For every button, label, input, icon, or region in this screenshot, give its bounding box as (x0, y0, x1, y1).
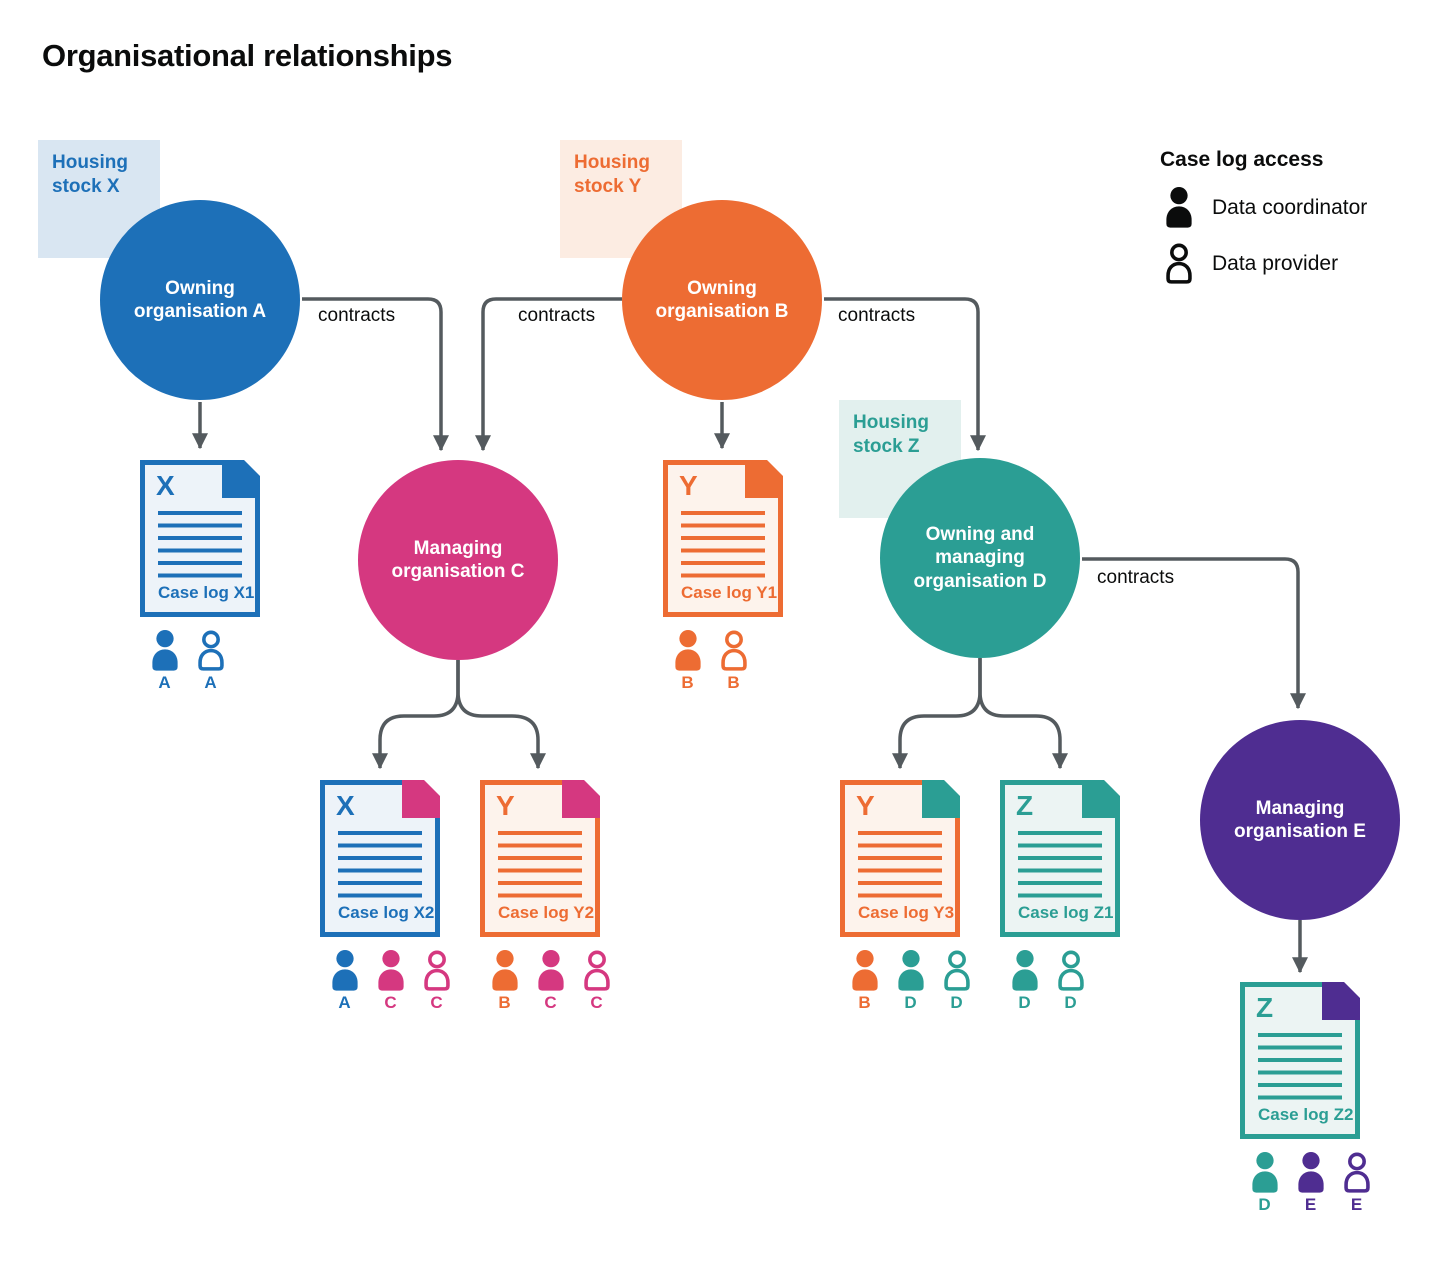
person-filled-icon (847, 950, 883, 991)
access-org-letter: D (950, 993, 963, 1012)
case-log-y2-document (480, 780, 600, 937)
case-log-label: Case log Y2 (498, 903, 595, 922)
access-person-provider (1052, 950, 1089, 1013)
doc-letter: Z (1256, 992, 1274, 1023)
access-org-letter: D (1258, 1195, 1271, 1214)
access-org-letter: A (338, 993, 351, 1012)
housing-stock-x-label: Housing stock X (38, 140, 160, 258)
person-filled-icon (1293, 1152, 1329, 1193)
doc-text-lines (681, 511, 765, 578)
person-outline-icon (939, 950, 975, 991)
person-filled-icon (1161, 187, 1197, 228)
access-org-letter: B (681, 673, 694, 692)
doc-text-lines (858, 831, 942, 898)
doc-text-lines (1018, 831, 1102, 898)
case-log-z2-document (1240, 982, 1360, 1139)
contracts-label-b-d: contracts (838, 305, 916, 326)
access-person-provider (938, 950, 975, 1013)
case-log-x2-document (320, 780, 440, 937)
legend-label: Data coordinator (1212, 195, 1368, 219)
housing-stock-y-label: Housing stock Y (560, 140, 682, 258)
person-filled-icon (893, 950, 929, 991)
doc-letter: X (336, 790, 355, 821)
access-org-letter: A (204, 673, 217, 692)
person-filled-icon (533, 950, 569, 991)
access-person-coordinator (846, 950, 883, 1013)
access-org-letter: B (727, 673, 740, 692)
case-log-label: Case log Y1 (681, 583, 778, 602)
case-log-x1-access (146, 630, 229, 693)
access-org-letter: E (1304, 1195, 1317, 1214)
access-person-coordinator (892, 950, 929, 1013)
doc-text-lines (338, 831, 422, 898)
access-person-coordinator (1246, 1152, 1283, 1215)
person-filled-icon (670, 630, 706, 671)
case-log-label: Case log X1 (158, 583, 255, 602)
org-circle-managing-c (358, 460, 558, 660)
folded-corner-icon (402, 780, 440, 818)
org-e-label: Managing organisation E (1234, 797, 1366, 842)
access-org-letter: E (1350, 1195, 1363, 1214)
contracts-label-d-e: contracts (1097, 567, 1175, 588)
folded-corner-icon (745, 460, 783, 498)
org-circle-owning-managing-d (880, 458, 1080, 658)
person-outline-icon (1339, 1152, 1375, 1193)
access-org-letter: D (904, 993, 917, 1012)
org-a-label: Owning organisation A (133, 277, 267, 322)
case-log-label: Case log Z1 (1018, 903, 1114, 922)
person-outline-icon (1160, 243, 1198, 284)
access-person-coordinator (1006, 950, 1043, 1013)
case-log-label: Case log Z2 (1258, 1105, 1354, 1124)
case-log-y3-access (846, 950, 975, 1013)
case-log-label: Case log Y3 (858, 903, 955, 922)
access-person-coordinator (146, 630, 183, 693)
access-person-coordinator (486, 950, 523, 1013)
person-filled-icon (327, 950, 363, 991)
legend (1160, 148, 1367, 284)
arrow-d-to-caselog-y3 (900, 658, 980, 768)
person-outline-icon (1161, 243, 1197, 284)
doc-text-lines (1258, 1033, 1342, 1100)
person-filled-icon (373, 950, 409, 991)
access-org-letter: D (1018, 993, 1031, 1012)
access-org-letter: B (498, 993, 511, 1012)
person-outline-icon (1053, 950, 1089, 991)
access-org-letter: A (158, 673, 171, 692)
doc-text-lines (158, 511, 242, 578)
person-outline-icon (193, 630, 229, 671)
arrow-d-to-caselog-z1 (980, 658, 1060, 768)
access-person-coordinator (326, 950, 363, 1013)
person-filled-icon (1247, 1152, 1283, 1193)
person-outline-icon (716, 630, 752, 671)
access-person-provider (715, 630, 752, 693)
contracts-label-b-c: contracts (518, 305, 596, 326)
org-b-label: Owning organisation B (655, 277, 789, 322)
access-org-letter: C (384, 993, 397, 1012)
access-person-coordinator (1292, 1152, 1329, 1215)
case-log-x1-document (140, 460, 260, 617)
housing-stock-z-label: Housing stock Z (839, 400, 961, 518)
legend-label: Data provider (1212, 251, 1339, 275)
page-title: Organisational relationships (42, 38, 453, 73)
legend-item-data-provider (1160, 243, 1367, 284)
access-person-coordinator (372, 950, 409, 1013)
doc-letter: Y (856, 790, 875, 821)
case-log-z2-access (1246, 1152, 1375, 1215)
doc-letter: Y (679, 470, 698, 501)
person-filled-icon (147, 630, 183, 671)
access-person-provider (418, 950, 455, 1013)
case-log-x2-access (326, 950, 455, 1013)
org-circle-owning-a (100, 200, 300, 400)
case-log-y3-document (840, 780, 960, 937)
access-person-coordinator (532, 950, 569, 1013)
folded-corner-icon (1082, 780, 1120, 818)
person-filled-icon (1007, 950, 1043, 991)
folded-corner-icon (922, 780, 960, 818)
legend-title: Case log access (1160, 148, 1324, 171)
access-org-letter: C (430, 993, 443, 1012)
access-org-letter: C (590, 993, 603, 1012)
person-filled-icon (487, 950, 523, 991)
case-log-y2-access (486, 950, 615, 1013)
folded-corner-icon (222, 460, 260, 498)
legend-item-data-coordinator (1160, 187, 1367, 228)
arrow-c-to-caselog-y2 (458, 660, 538, 768)
org-c-label: Managing organisation C (391, 537, 525, 582)
org-d-label: Owning and managing organisation D (913, 524, 1047, 592)
org-circle-managing-e (1200, 720, 1400, 920)
arrow-c-to-caselog-x2 (380, 660, 458, 768)
case-log-y1-access (669, 630, 752, 693)
access-org-letter: D (1064, 993, 1077, 1012)
case-log-z1-access (1006, 950, 1089, 1013)
folded-corner-icon (1322, 982, 1360, 1020)
folded-corner-icon (562, 780, 600, 818)
doc-letter: Z (1016, 790, 1034, 821)
doc-letter: X (156, 470, 175, 501)
case-log-z1-document (1000, 780, 1120, 937)
doc-letter: Y (496, 790, 515, 821)
access-org-letter: C (544, 993, 557, 1012)
contracts-label-a-c: contracts (318, 305, 396, 326)
case-log-label: Case log X2 (338, 903, 435, 922)
access-person-provider (1338, 1152, 1375, 1215)
access-person-coordinator (669, 630, 706, 693)
person-outline-icon (579, 950, 615, 991)
person-filled-icon (1160, 187, 1198, 228)
access-person-provider (192, 630, 229, 693)
person-outline-icon (419, 950, 455, 991)
case-log-y1-document (663, 460, 783, 617)
doc-text-lines (498, 831, 582, 898)
access-person-provider (578, 950, 615, 1013)
access-org-letter: B (858, 993, 871, 1012)
org-circle-owning-b (622, 200, 822, 400)
